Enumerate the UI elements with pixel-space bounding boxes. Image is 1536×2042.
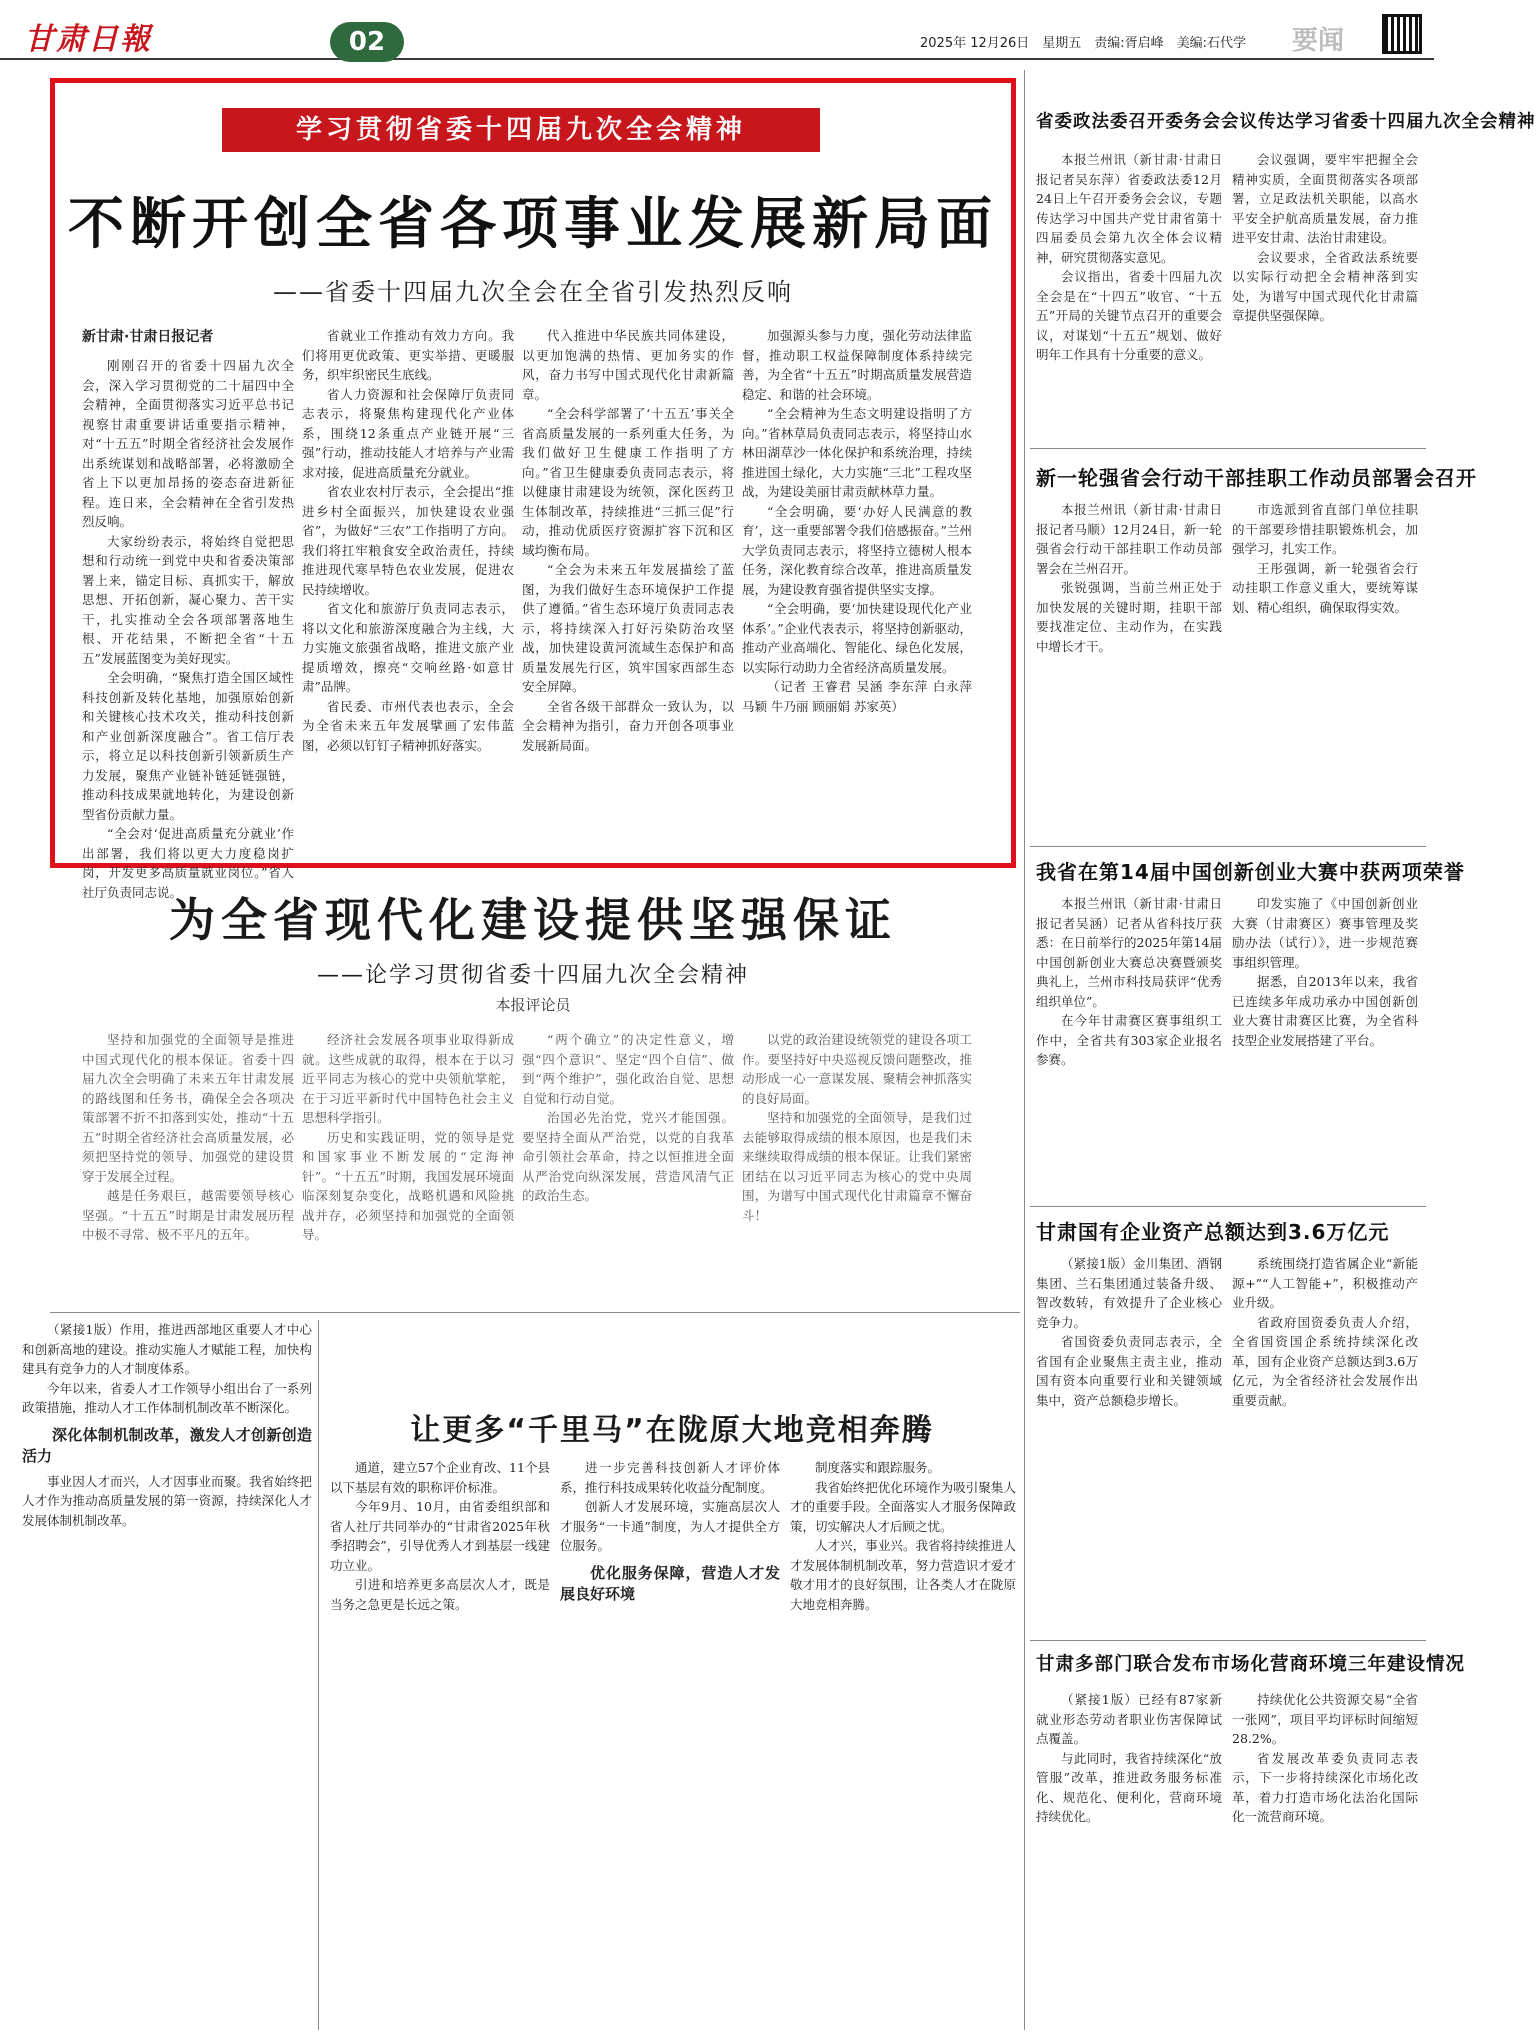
paragraph: 省文化和旅游厅负责同志表示，将以文化和旅游深度融合为主线，大力实施文旅强省战略，推进文旅产业提质增效，擦亮“交响丝路·如意甘肃”品牌。 <box>302 601 514 694</box>
lead-column-1 <box>82 326 294 900</box>
paragraph: 本报兰州讯（新甘肃·甘肃日报记者马顺）12月24日，新一轮强省会行动干部挂职工作动员部署会在兰州召开。 <box>1036 502 1222 576</box>
paragraph: 省农业农村厅表示，全会提出“推进乡村全面振兴，加快建设农业强省”，为做好“三农”工作指明了方向。我们将扛牢粮食安全政治责任，持续推进现代寒旱特色农业发展，促进农民持续增收。 <box>302 484 514 597</box>
right-headline-5: 甘肃多部门联合发布市场化营商环境三年建设情况 <box>1036 1654 1466 1675</box>
commentary-column-2 <box>302 1030 514 1300</box>
divider <box>1030 846 1426 847</box>
right-headline-4: 甘肃国有企业资产总额达到3.6万亿元 <box>1036 1220 1390 1244</box>
paragraph: 在今年甘肃赛区赛事组织工作中，全省共有303家企业报名参赛。 <box>1036 1013 1222 1067</box>
paragraph: （记者 王睿君 吴涵 李东萍 白永萍 马颖 牛乃丽 顾丽娟 苏家英） <box>742 679 972 714</box>
right-article-5-col-1 <box>1036 1690 1222 2030</box>
bottom-column-3 <box>790 1458 1016 2030</box>
divider <box>1030 1640 1426 1641</box>
byline: 新甘肃·甘肃日报记者 <box>82 329 214 345</box>
bottom-column-1 <box>330 1458 550 2030</box>
issue-meta: 2025年 12月26日 星期五 责编:胥启峰 美编:石代学 <box>920 36 1247 51</box>
paragraph: 本报兰州讯（新甘肃·甘肃日报记者吴涵）记者从省科技厅获悉：在日前举行的2025年第14届中国创新创业大赛总决赛暨颁奖典礼上，兰州市科技局获评“优秀组织单位”。 <box>1036 896 1222 1009</box>
paragraph: （紧接1版）金川集团、酒钢集团、兰石集团通过装备升级、智改数转，有效提升了企业核心竞争力。 <box>1036 1256 1222 1330</box>
paragraph: 省发展改革委负责同志表示，下一步将持续深化市场化改革，着力打造市场化法治化国际化一流营商环境。 <box>1232 1750 1418 1824</box>
paragraph: “全会对‘促进高质量充分就业’作出部署，我们将以更大力度稳岗扩岗，开发更多高质量就业岗位。”省人社厅负责同志说。 <box>82 826 294 900</box>
paragraph: 全会明确，“聚焦打造全国区域性科技创新及转化基地，加强原始创新和关键核心技术攻关，推动科技创新和产业创新深度融合”。省工信厅表示，将立足以科技创新引领新质生产力发展，聚焦产业链补链延链强链，推动科技成果就地转化，为建设创新型省份贡献力量。 <box>82 670 294 822</box>
divider <box>50 1312 1020 1313</box>
paragraph: “两个确立”的决定性意义，增强“四个意识”、坚定“四个自信”、做到“两个维护”，强化政治自觉、思想自觉和行动自觉。 <box>522 1032 734 1106</box>
paragraph: 今年以来，省委人才工作领导小组出台了一系列政策措施，推动人才工作体制机制改革不断深化。 <box>22 1380 312 1415</box>
paragraph: “全会明确，要‘加快建设现代化产业体系’。”企业代表表示，将坚持创新驱动，推动产业高端化、智能化、绿色化发展，以实际行动助力全省经济高质量发展。 <box>742 601 972 675</box>
paragraph: 经济社会发展各项事业取得新成就。这些成就的取得，根本在于以习近平同志为核心的党中央领航掌舵，在于习近平新时代中国特色社会主义思想科学指引。 <box>302 1032 514 1125</box>
paragraph: “全会为未来五年发展描绘了蓝图，为我们做好生态环境保护工作提供了遵循。”省生态环境厅负责同志表示，将持续深入打好污染防治攻坚战，加快建设黄河流域生态保护和高质量发展先行区，筑牢国家西部生态安全屏障。 <box>522 562 734 694</box>
column-divider <box>318 1320 319 2030</box>
right-article-1-col-1 <box>1036 150 1222 440</box>
paragraph: 越是任务艰巨，越需要领导核心坚强。“十五五”时期是甘肃发展历程中极不寻常、极不平凡的五年。 <box>82 1188 294 1242</box>
right-article-3-col-1 <box>1036 894 1222 1200</box>
paragraph: 治国必先治党，党兴才能国强。要坚持全面从严治党，以党的自我革命引领社会革命，持之以恒推进全面从严治党向纵深发展，营造风清气正的政治生态。 <box>522 1110 734 1203</box>
right-article-1-col-2 <box>1232 150 1418 440</box>
paragraph: 省民委、市州代表也表示，全会为全省未来五年发展擘画了宏伟蓝图，必须以钉钉子精神抓好落实。 <box>302 698 514 753</box>
lead-subheadline: ——省委十四届九次全会在全省引发热烈反响 <box>273 278 793 306</box>
paragraph: 全省各级干部群众一致认为，以全会精神为指引，奋力开创各项事业发展新局面。 <box>522 698 734 753</box>
masthead <box>0 0 1434 60</box>
right-article-2-col-1 <box>1036 500 1222 840</box>
paragraph: 大家纷纷表示，将始终自觉把思想和行动统一到党中央和省委决策部署上来，锚定目标、真抓实干，解放思想、开拓创新，凝心聚力、苦干实干，扎实推动全会各项部署落地生根、开花结果，不断把全省“十五五”发展蓝图变为美好现实。 <box>82 533 294 666</box>
right-article-4-col-2 <box>1232 1254 1418 1632</box>
paragraph: 坚持和加强党的全面领导是推进中国式现代化的根本保证。省委十四届九次全会明确了未来五年甘肃发展的路线图和任务书，确保全会各项决策部署不折不扣落到实处，推动“十五五”时期全省经济社会高质量发展，必须把坚持党的领导、加强党的建设贯穿于发展全过程。 <box>82 1032 294 1184</box>
section-label: 要闻 <box>1292 26 1345 56</box>
newspaper-logo: 甘肃日報 <box>24 22 152 57</box>
paragraph: “全会明确，要‘办好人民满意的教育’，这一重要部署令我们倍感振奋。”兰州大学负责同志表示，将坚持立德树人根本任务，深化教育综合改革，推进高质量发展，为建设教育强省提供坚实支撑。 <box>742 503 972 597</box>
commentary-subheadline: ——论学习贯彻省委十四届九次全会精神 <box>316 963 749 988</box>
paragraph: 制度落实和跟踪服务。 <box>815 1460 941 1475</box>
commentary-author: 本报评论员 <box>495 996 571 1014</box>
right-article-5-col-2 <box>1232 1690 1418 2030</box>
paragraph: 系统围绕打造省属企业“新能源+”“人工智能+”，积极推动产业升级。 <box>1232 1256 1418 1310</box>
bottom-left-column <box>22 1320 312 2030</box>
paragraph: 省人力资源和社会保障厅负责同志表示，将聚焦构建现代化产业体系，围绕12条重点产业链开展“三强”行动，推动技能人才培养与产业需求对接，促进高质量充分就业。 <box>302 386 514 480</box>
commentary-column-3 <box>522 1030 734 1300</box>
paragraph: 通道，建立57个企业育改、11个县以下基层有效的职称评价标准。 <box>330 1460 550 1495</box>
right-article-3-col-2 <box>1232 894 1418 1200</box>
paragraph: 加强源头参与力度，强化劳动法律监督，推动职工权益保障制度体系持续完善，为全省“十五五”时期高质量发展营造稳定、和谐的社会环境。 <box>742 328 972 402</box>
right-headline-1: 省委政法委召开委务会会议传达学习省委十四届九次全会精神 <box>1036 112 1536 132</box>
paragraph: 会议要求，全省政法系统要以实际行动把全会精神落到实处，为谱写中国式现代化甘肃篇章提供坚强保障。 <box>1232 249 1418 323</box>
commentary-headline: 为全省现代化建设提供坚强保证 <box>169 893 897 947</box>
right-article-4-col-1 <box>1036 1254 1222 1632</box>
paragraph: 优化服务保障，营造人才发展良好环境 <box>560 1563 780 1603</box>
bottom-column-2 <box>560 1458 780 2030</box>
paragraph: 引进和培养更多高层次人才，既是当务之急更是长远之策。 <box>330 1577 550 1612</box>
paragraph: 持续优化公共资源交易“全省一张网”，项目平均评标时间缩短28.2%。 <box>1232 1692 1418 1746</box>
topic-banner: 学习贯彻省委十四届九次全会精神 <box>222 108 820 152</box>
right-article-2-col-2 <box>1232 500 1418 840</box>
paragraph: 我省始终把优化环境作为吸引聚集人才的重要手段。全面落实人才服务保障政策，切实解决人才后顾之忧。 <box>790 1479 1016 1534</box>
paragraph: 以党的政治建设统领党的建设各项工作。要坚持好中央巡视反馈问题整改，推动形成一心一意谋发展、聚精会神抓落实的良好局面。 <box>742 1032 972 1106</box>
paragraph: 会议指出，省委十四届九次全会是在“十四五”收官、“十五五”开局的关键节点召开的重要会议，对谋划“十五五”规划、做好明年工作具有十分重要的意义。 <box>1036 269 1222 362</box>
paragraph: “全会精神为生态文明建设指明了方向。”省林草局负责同志表示，将坚持山水林田湖草沙一体化保护和系统治理，持续推进国土绿化，大力实施“三北”工程攻坚战，为建设美丽甘肃贡献林草力量。 <box>742 406 972 499</box>
paragraph: 刚刚召开的省委十四届九次全会，深入学习贯彻党的二十届四中全会精神，全面贯彻落实习近平总书记视察甘肃重要讲话重要指示精神，对“十五五”时期全省经济社会发展作出系统谋划和战略部署，必将激励全省上下以更加昂扬的姿态奋进新征程。连日来，全会精神在全省引发热烈反响。 <box>82 358 294 529</box>
paragraph: 深化体制机制改革，激发人才创新创造活力 <box>22 1425 312 1465</box>
paragraph: （紧接1版）作用，推进西部地区重要人才中心和创新高地的建设。推动实施人才赋能工程，加快构建具有竞争力的人才制度体系。 <box>22 1322 312 1376</box>
divider <box>1030 1206 1426 1207</box>
divider <box>1030 448 1426 449</box>
paragraph: 本报兰州讯（新甘肃·甘肃日报记者吴东萍）省委政法委12月24日上午召开委务会会议，专题传达学习中国共产党甘肃省第十四届委员会第九次全体会议精神，研究贯彻落实意见。 <box>1036 152 1222 265</box>
qr-code-icon <box>1382 14 1422 54</box>
commentary-column-1 <box>82 1030 294 1300</box>
lead-column-3 <box>522 326 734 854</box>
paragraph: 据悉，自2013年以来，我省已连续多年成功承办中国创新创业大赛甘肃赛区比赛，为全省科技型企业发展搭建了平台。 <box>1232 974 1418 1048</box>
commentary-column-4 <box>742 1030 972 1300</box>
column-divider <box>1024 70 1025 2030</box>
paragraph: 创新人才发展环境，实施高层次人才服务“一卡通”制度，为人才提供全方位服务。 <box>560 1499 780 1553</box>
paragraph: 王彤强调，新一轮强省会行动挂职工作意义重大，要统筹谋划、精心组织，确保取得实效。 <box>1232 560 1418 615</box>
paragraph: 事业因人才而兴，人才因事业而聚。我省始终把人才作为推动高质量发展的第一资源，持续深化人才发展体制机制改革。 <box>22 1473 312 1528</box>
right-headline-2: 新一轮强省会行动干部挂职工作动员部署会召开 <box>1036 466 1477 490</box>
lead-column-2 <box>302 326 514 854</box>
paragraph: 印发实施了《中国创新创业大赛（甘肃赛区）赛事管理及奖励办法（试行）》，进一步规范赛事组织管理。 <box>1232 896 1418 970</box>
paragraph: 省政府国资委负责人介绍，全省国资国企系统持续深化改革，国有企业资产总额达到3.6万亿元，为全省经济社会发展作出重要贡献。 <box>1232 1314 1418 1408</box>
paragraph: “全会科学部署了‘十五五’事关全省高质量发展的一系列重大任务，为我们做好卫生健康工作指明了方向。”省卫生健康委负责同志表示，将以健康甘肃建设为统领，深化医药卫生体制改革，持续推进“三抓三促”行动，推动优质医疗资源扩容下沉和区域均衡布局。 <box>522 406 734 558</box>
paragraph: 与此同时，我省持续深化“放管服”改革，推进政务服务标准化、规范化、便利化，营商环境持续优化。 <box>1036 1750 1222 1824</box>
paragraph: 今年9月、10月，由省委组织部和省人社厅共同举办的“甘肃省2025年秋季招聘会”，引导优秀人才到基层一线建功立业。 <box>330 1499 550 1573</box>
paragraph: 坚持和加强党的全面领导，是我们过去能够取得成绩的根本原因，也是我们未来继续取得成绩的根本保证。让我们紧密团结在以习近平同志为核心的党中央周围，为谱写中国式现代化甘肃篇章不懈奋斗！ <box>742 1110 972 1223</box>
paragraph: （紧接1版）已经有87家新就业形态劳动者职业伤害保障试点覆盖。 <box>1036 1692 1222 1746</box>
page-number-badge: 02 <box>330 22 404 62</box>
paragraph: 进一步完善科技创新人才评价体系，推行科技成果转化收益分配制度。 <box>560 1460 780 1495</box>
paragraph: 省就业工作推动有效力方向。我们将用更优政策、更实举措、更暖服务，织牢织密民生底线。 <box>302 328 514 382</box>
paragraph: 省国资委负责同志表示，全省国有企业聚焦主责主业，推动国有资本向重要行业和关键领域集中，资产总额稳步增长。 <box>1036 1334 1222 1408</box>
paragraph: 历史和实践证明，党的领导是党和国家事业不断发展的“定海神针”。“十五五”时期，我国发展环境面临深刻复杂变化，战略机遇和风险挑战并存，必须坚持和加强党的全面领导。 <box>302 1129 514 1242</box>
bottom-headline: 让更多“千里马”在陇原大地竞相奔腾 <box>410 1413 934 1448</box>
paragraph: 市选派到省直部门单位挂职的干部要珍惜挂职锻炼机会，加强学习，扎实工作。 <box>1232 502 1418 556</box>
lead-headline: 不断开创全省各项事业发展新局面 <box>68 192 998 257</box>
paragraph: 会议强调，要牢牢把握全会精神实质，全面贯彻落实各项部署，立足政法机关职能，以高水平安全护航高质量发展，奋力推进平安甘肃、法治甘肃建设。 <box>1232 152 1418 245</box>
paragraph: 人才兴，事业兴。我省将持续推进人才发展体制机制改革，努力营造识才爱才敬才用才的良好氛围，让各类人才在陇原大地竞相奔腾。 <box>790 1538 1016 1612</box>
paragraph: 代入推进中华民族共同体建设，以更加饱满的热情、更加务实的作风，奋力书写中国式现代化甘肃新篇章。 <box>522 328 734 402</box>
paragraph: 张锐强调，当前兰州正处于加快发展的关键时期，挂职干部要找准定位、主动作为，在实践中增长才干。 <box>1036 580 1222 654</box>
lead-column-4 <box>742 326 972 854</box>
right-headline-3: 我省在第14届中国创新创业大赛中获两项荣誉 <box>1036 860 1465 884</box>
